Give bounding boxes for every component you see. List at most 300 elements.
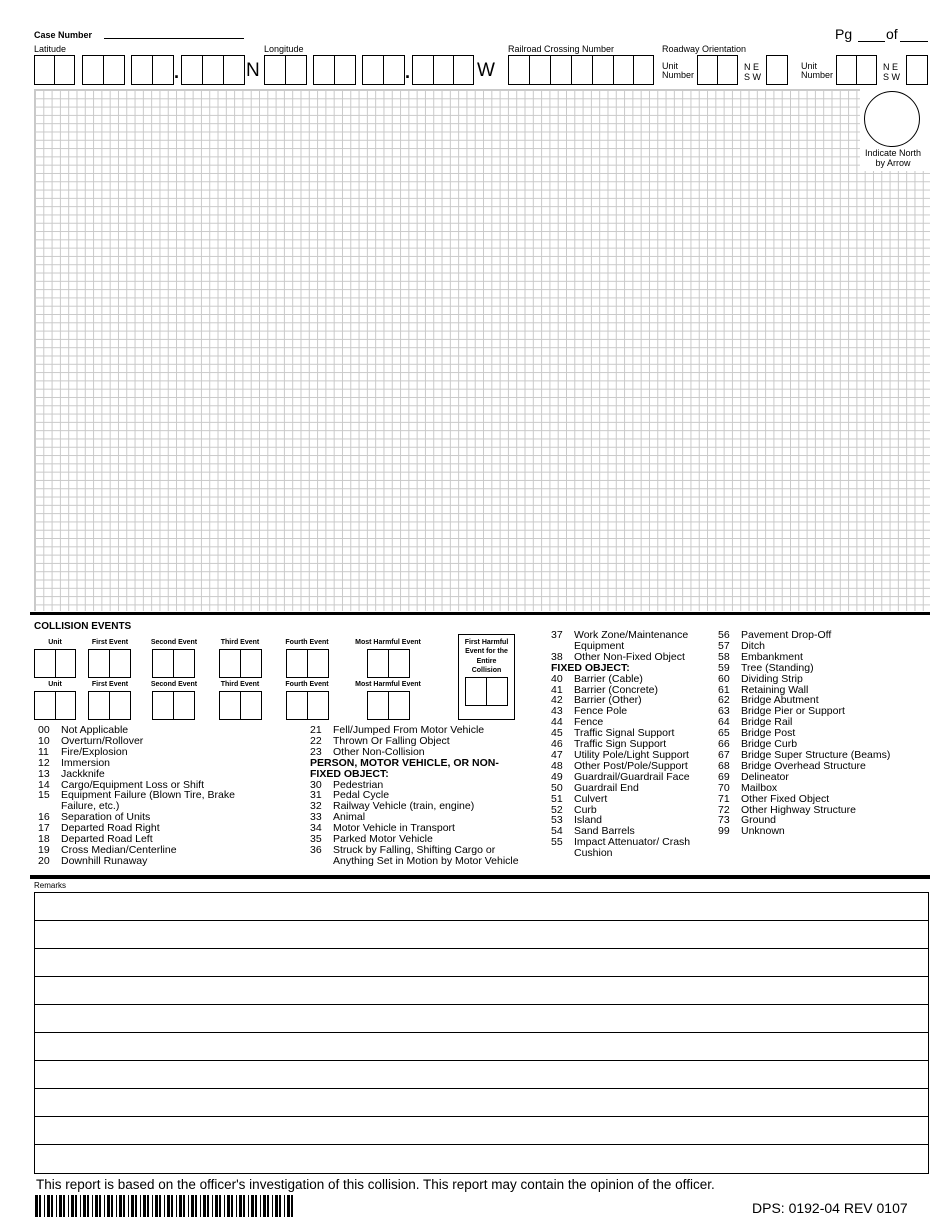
collision-events-title: COLLISION EVENTS (34, 621, 132, 632)
barcode-bar (143, 1195, 146, 1217)
code-text: Other Non-Collision (333, 745, 425, 758)
code-number: 48 (551, 759, 563, 772)
barcode-bar (87, 1195, 89, 1217)
code-text: Embankment (741, 650, 803, 663)
event-box[interactable] (367, 649, 389, 678)
code-number: 70 (718, 781, 730, 794)
diagram-grid[interactable] (34, 89, 930, 611)
code-number: 18 (38, 833, 50, 846)
code-text: Overturn/Rollover (61, 734, 144, 747)
remarks-line (34, 920, 928, 921)
code-text: Barrier (Other) (574, 694, 642, 707)
barcode-bar (131, 1195, 134, 1217)
code-text: Parked Motor Vehicle (333, 833, 433, 846)
railroad-digit[interactable] (592, 55, 614, 85)
code-number: 32 (310, 800, 322, 813)
code-text: Cargo/Equipment Loss or Shift (61, 778, 204, 791)
remarks-line (34, 1116, 928, 1117)
event-box[interactable] (55, 691, 76, 720)
barcode-bar (95, 1195, 98, 1217)
code-text-continued: Cushion (574, 847, 613, 860)
west-letter: W (477, 60, 495, 81)
code-number: 63 (718, 705, 730, 718)
north-letter: N (246, 60, 260, 81)
code-text: Tree (Standing) (741, 661, 814, 674)
code-text: Downhill Runaway (61, 854, 148, 867)
code-number: 45 (551, 727, 563, 740)
code-number: 20 (38, 854, 50, 867)
code-list-col1 (38, 725, 235, 867)
code-text: Animal (333, 811, 366, 824)
code-number: 54 (551, 825, 563, 838)
code-item (38, 790, 235, 812)
page-label: Pg (835, 26, 853, 42)
barcode-bar (212, 1195, 213, 1217)
longitude-label: Longitude (264, 44, 304, 54)
orientation-unit-digit[interactable] (836, 55, 857, 85)
first-harmful-label: First Harmful Event for the Entire Collision (464, 639, 509, 675)
code-text: Pedestrian (333, 778, 384, 791)
code-text: Barrier (Cable) (574, 672, 643, 685)
remarks-line (34, 976, 928, 977)
barcode-bar (135, 1195, 137, 1217)
latitude-digit[interactable] (223, 55, 245, 85)
code-text: Departed Road Left (61, 833, 153, 846)
code-text: Immersion (61, 756, 111, 769)
remarks-line (34, 1088, 928, 1089)
latitude-digit[interactable] (103, 55, 125, 85)
code-text: Fence Pole (574, 705, 628, 718)
barcode-bar (263, 1195, 266, 1217)
code-text: Ditch (741, 639, 765, 652)
code-text: Delineator (741, 770, 789, 783)
code-number: 00 (38, 724, 50, 736)
event-box[interactable] (307, 691, 329, 720)
remarks-line (34, 948, 928, 949)
longitude-digit[interactable] (264, 55, 286, 85)
event-box[interactable] (55, 649, 76, 678)
barcode-bar (231, 1195, 233, 1217)
longitude-digit[interactable] (362, 55, 384, 85)
railroad-digit[interactable] (550, 55, 572, 85)
code-number: 71 (718, 792, 730, 805)
code-text: Work Zone/Maintenance (574, 629, 689, 641)
barcode-bar (227, 1195, 230, 1217)
code-text: Island (574, 814, 603, 827)
barcode-bar (39, 1195, 41, 1217)
code-text: Ground (741, 814, 777, 827)
col-unit-head: Unit (48, 681, 62, 688)
barcode-bar (272, 1195, 273, 1217)
code-text: Other Non-Fixed Object (574, 650, 685, 663)
barcode-bar (68, 1195, 69, 1217)
direction-label: N E S W (883, 62, 900, 82)
code-number: 68 (718, 759, 730, 772)
first-harmful-box[interactable] (486, 677, 508, 706)
code-number: 36 (310, 843, 322, 856)
code-text: Pavement Drop-Off (741, 629, 832, 641)
code-text-continued: Equipment (574, 639, 625, 652)
barcode-bar (248, 1195, 249, 1217)
col-most-head: Most Harmful Event (355, 639, 421, 646)
roadway-orientation-label: Roadway Orientation (662, 44, 747, 54)
barcode-bar (291, 1195, 293, 1217)
code-text: Equipment Failure (Blown Tire, Brake (61, 789, 235, 802)
code-number: 43 (551, 705, 563, 718)
col-most-head: Most Harmful Event (355, 681, 421, 688)
barcode-bar (63, 1195, 65, 1217)
railroad-label: Railroad Crossing Number (508, 44, 615, 54)
latitude-decimal: . (174, 62, 180, 82)
code-number: 60 (718, 672, 730, 685)
code-text-continued: Anything Set in Motion by Motor Vehicle (333, 854, 519, 867)
code-item (551, 837, 690, 859)
code-list-col3 (551, 630, 690, 859)
code-number: 22 (310, 734, 322, 747)
barcode-bar (75, 1195, 77, 1217)
event-box[interactable] (152, 649, 174, 678)
barcode-bar (107, 1195, 110, 1217)
code-text: Mailbox (741, 781, 778, 794)
barcode-bar (179, 1195, 182, 1217)
railroad-digit[interactable] (508, 55, 530, 85)
code-number: 46 (551, 738, 563, 751)
event-box[interactable] (173, 691, 195, 720)
code-text: Barrier (Concrete) (574, 683, 659, 696)
code-number: 19 (38, 843, 50, 856)
orientation-unit-digit[interactable] (856, 55, 877, 85)
code-item (310, 845, 519, 867)
longitude-digit[interactable] (412, 55, 434, 85)
code-number: 58 (718, 650, 730, 663)
code-text: Fell/Jumped From Motor Vehicle (333, 724, 485, 736)
person-header: PERSON, MOTOR VEHICLE, OR NON- FIXED OBJECT: (310, 756, 499, 780)
code-text: Bridge Abutment (741, 694, 819, 707)
longitude-digit[interactable] (285, 55, 307, 85)
code-number: 35 (310, 833, 322, 846)
barcode-bar (207, 1195, 209, 1217)
barcode-bar (147, 1195, 149, 1217)
code-text: Curb (574, 803, 597, 816)
code-text: Departed Road Right (61, 822, 160, 835)
page-number-field[interactable] (858, 28, 885, 42)
railroad-digit[interactable] (571, 55, 593, 85)
latitude-digit[interactable] (82, 55, 104, 85)
code-number: 17 (38, 822, 50, 835)
barcode-bar (267, 1195, 269, 1217)
code-text: Motor Vehicle in Transport (333, 822, 455, 835)
code-number: 69 (718, 770, 730, 783)
col-unit-head: Unit (48, 639, 62, 646)
barcode-bar (59, 1195, 62, 1217)
event-box[interactable] (34, 691, 56, 720)
code-text: Traffic Signal Support (574, 727, 675, 740)
code-text: Utility Pole/Light Support (574, 748, 689, 761)
code-number: 33 (310, 811, 322, 824)
barcode-bar (99, 1195, 101, 1217)
latitude-digit[interactable] (202, 55, 224, 85)
code-number: 31 (310, 789, 322, 802)
remarks-line (34, 1032, 928, 1033)
latitude-digit[interactable] (54, 55, 75, 85)
event-box[interactable] (109, 649, 131, 678)
barcode-bar (200, 1195, 201, 1217)
orientation-direction-box[interactable] (906, 55, 928, 85)
code-number: 21 (310, 724, 322, 736)
section-divider (30, 612, 930, 615)
barcode-bar (260, 1195, 261, 1217)
barcode-bar (203, 1195, 206, 1217)
code-number: 50 (551, 781, 563, 794)
code-number: 67 (718, 748, 730, 761)
event-box[interactable] (367, 691, 389, 720)
barcode-bar (176, 1195, 177, 1217)
barcode-bar (71, 1195, 74, 1217)
code-number: 14 (38, 778, 50, 791)
code-number: 56 (718, 629, 730, 641)
code-number: 41 (551, 683, 563, 696)
code-item (551, 783, 690, 794)
code-number: 61 (718, 683, 730, 696)
latitude-digit[interactable] (34, 55, 55, 85)
longitude-digit[interactable] (383, 55, 405, 85)
code-item (551, 630, 690, 652)
code-text: Other Highway Structure (741, 803, 856, 816)
code-item (551, 794, 690, 805)
barcode-bar (80, 1195, 81, 1217)
remarks-field[interactable] (34, 892, 929, 1174)
code-number: 57 (718, 639, 730, 652)
code-item (551, 706, 690, 717)
col-first-head: First Event (91, 639, 129, 646)
barcode-bar (191, 1195, 194, 1217)
code-text: Guardrail End (574, 781, 639, 794)
code-number: 23 (310, 745, 322, 758)
code-number: 30 (310, 778, 322, 791)
code-text: Separation of Units (61, 811, 151, 824)
event-box[interactable] (307, 649, 329, 678)
code-number: 34 (310, 822, 322, 835)
barcode-bar (51, 1195, 53, 1217)
event-box[interactable] (388, 649, 410, 678)
code-text: Not Applicable (61, 724, 129, 736)
code-text: Dividing Strip (741, 672, 803, 685)
orientation-unit-digit[interactable] (717, 55, 738, 85)
code-list-col2 (310, 725, 519, 867)
code-text: Sand Barrels (574, 825, 635, 838)
code-text: Bridge Pier or Support (741, 705, 845, 718)
of-label: of (886, 26, 898, 42)
section-divider (30, 875, 930, 879)
barcode-bar (243, 1195, 245, 1217)
barcode-bar (119, 1195, 122, 1217)
code-text: Other Post/Pole/Support (574, 759, 688, 772)
event-box[interactable] (173, 649, 195, 678)
railroad-digit[interactable] (633, 55, 654, 85)
code-text: Bridge Rail (741, 716, 793, 729)
code-number: 13 (38, 767, 50, 780)
barcode-bar (239, 1195, 242, 1217)
code-number: 66 (718, 738, 730, 751)
code-number: 40 (551, 672, 563, 685)
barcode-bar (83, 1195, 86, 1217)
code-text: Retaining Wall (741, 683, 809, 696)
barcode-bar (195, 1195, 197, 1217)
code-number: 55 (551, 836, 563, 849)
direction-label: N E S W (744, 62, 761, 82)
code-number: 64 (718, 716, 730, 729)
fixed-object-header: FIXED OBJECT: (551, 661, 630, 674)
code-number: 15 (38, 789, 50, 802)
code-text: Jackknife (61, 767, 105, 780)
code-text-continued: Failure, etc.) (61, 800, 120, 813)
code-number: 73 (718, 814, 730, 827)
unit-number-label: Unit Number (801, 61, 834, 80)
barcode-bar (183, 1195, 185, 1217)
barcode-bar (167, 1195, 170, 1217)
code-list-col4 (718, 630, 890, 837)
code-text: Railway Vehicle (train, engine) (333, 800, 475, 813)
code-text: Fence (574, 716, 604, 729)
code-number: 16 (38, 811, 50, 824)
form-id: DPS: 0192-04 REV 0107 (752, 1200, 908, 1216)
event-box[interactable] (34, 649, 56, 678)
latitude-digit[interactable] (131, 55, 153, 85)
code-text: Bridge Overhead Structure (741, 759, 866, 772)
code-number: 44 (551, 716, 563, 729)
first-harmful-box[interactable] (465, 677, 487, 706)
code-item (38, 856, 235, 867)
remarks-line (34, 1060, 928, 1061)
barcode-bar (104, 1195, 105, 1217)
longitude-digit[interactable] (313, 55, 335, 85)
col-second-head: Second Event (150, 639, 198, 646)
barcode-bar (287, 1195, 290, 1217)
code-item (551, 805, 690, 816)
event-box[interactable] (388, 691, 410, 720)
col-third-head: Third Event (220, 639, 260, 646)
code-text: Bridge Post (741, 727, 796, 740)
event-box[interactable] (286, 691, 308, 720)
event-box[interactable] (152, 691, 174, 720)
event-box[interactable] (286, 649, 308, 678)
event-box[interactable] (240, 649, 262, 678)
barcode-bar (215, 1195, 218, 1217)
event-box[interactable] (88, 649, 110, 678)
code-number: 72 (718, 803, 730, 816)
barcode-bar (35, 1195, 38, 1217)
longitude-digit[interactable] (433, 55, 454, 85)
barcode-bar (164, 1195, 165, 1217)
north-indicator-circle[interactable] (864, 91, 920, 147)
code-number: 10 (38, 734, 50, 747)
code-number: 53 (551, 814, 563, 827)
col-fourth-head: Fourth Event (285, 639, 329, 646)
code-text: Other Fixed Object (741, 792, 830, 805)
code-number: 12 (38, 756, 50, 769)
code-number: 49 (551, 770, 563, 783)
orientation-direction-box[interactable] (766, 55, 788, 85)
code-text: Traffic Sign Support (574, 738, 667, 751)
code-number: 37 (551, 629, 563, 641)
code-number: 52 (551, 803, 563, 816)
col-second-head: Second Event (150, 681, 198, 688)
barcode-bar (56, 1195, 57, 1217)
code-text: Struck by Falling, Shifting Cargo or (333, 843, 496, 856)
event-box[interactable] (109, 691, 131, 720)
code-number: 38 (551, 650, 563, 663)
barcode-bar (219, 1195, 221, 1217)
code-text: Guardrail/Guardrail Face (574, 770, 690, 783)
latitude-label: Latitude (34, 44, 67, 54)
code-number: 42 (551, 694, 563, 707)
barcode-bar (155, 1195, 158, 1217)
code-text: Fire/Explosion (61, 745, 128, 758)
barcode-bar (188, 1195, 189, 1217)
barcode-bar (224, 1195, 225, 1217)
code-number: 11 (38, 745, 49, 758)
latitude-digit[interactable] (181, 55, 203, 85)
barcode-bar (279, 1195, 281, 1217)
code-text: Thrown Or Falling Object (333, 734, 450, 747)
barcode-bar (236, 1195, 237, 1217)
code-text: Cross Median/Centerline (61, 843, 177, 856)
barcode-bar (284, 1195, 285, 1217)
barcode-bar (111, 1195, 113, 1217)
barcode-bar (251, 1195, 254, 1217)
barcode-bar (116, 1195, 117, 1217)
code-number: 47 (551, 748, 563, 761)
event-box[interactable] (240, 691, 262, 720)
code-number: 62 (718, 694, 730, 707)
barcode-bar (275, 1195, 278, 1217)
barcode-bar (92, 1195, 93, 1217)
barcode-bar (152, 1195, 153, 1217)
orientation-unit-digit[interactable] (697, 55, 718, 85)
col-third-head: Third Event (220, 681, 260, 688)
code-text: Pedal Cycle (333, 789, 390, 802)
railroad-digit[interactable] (529, 55, 551, 85)
page-total-field[interactable] (900, 28, 928, 42)
barcode-bar (44, 1195, 45, 1217)
code-number: 59 (718, 661, 730, 674)
barcode-bar (123, 1195, 125, 1217)
col-first-head: First Event (91, 681, 129, 688)
code-text: Impact Attenuator/ Crash (574, 836, 691, 849)
barcode-bar (255, 1195, 257, 1217)
col-fourth-head: Fourth Event (285, 681, 329, 688)
unit-number-label: Unit Number (662, 61, 695, 80)
barcode-bar (47, 1195, 50, 1217)
remarks-label: Remarks (34, 881, 67, 890)
longitude-digit[interactable] (453, 55, 474, 85)
barcode-bar (140, 1195, 141, 1217)
code-text: Bridge Super Structure (Beams) (741, 748, 891, 761)
case-number-label: Case Number (34, 30, 93, 40)
code-text: Bridge Curb (741, 738, 798, 751)
latitude-digit[interactable] (152, 55, 174, 85)
longitude-decimal: . (405, 62, 411, 82)
longitude-digit[interactable] (334, 55, 356, 85)
code-item (718, 826, 890, 837)
event-box[interactable] (88, 691, 110, 720)
code-number: 51 (551, 792, 563, 805)
event-box[interactable] (219, 691, 241, 720)
railroad-digit[interactable] (613, 55, 634, 85)
case-number-field[interactable] (104, 28, 244, 39)
event-box[interactable] (219, 649, 241, 678)
code-number: 99 (718, 825, 730, 838)
